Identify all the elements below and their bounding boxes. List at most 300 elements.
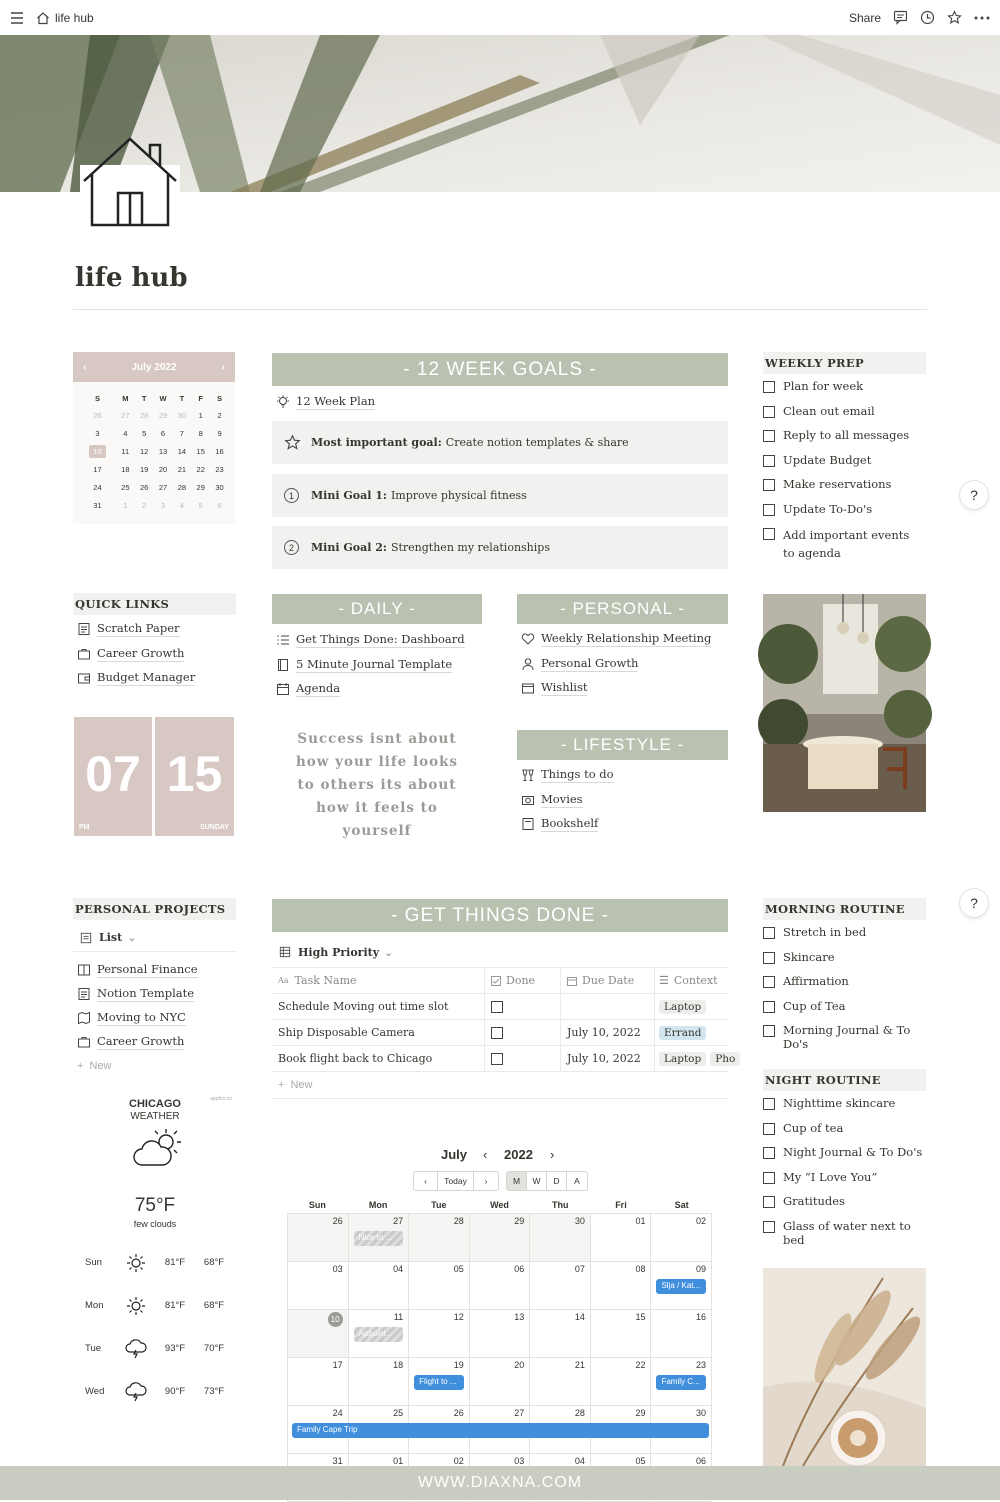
mini-calendar-day[interactable]: 14 bbox=[177, 446, 187, 456]
briefcase-icon bbox=[77, 1035, 91, 1049]
calendar-day-cell[interactable] bbox=[349, 1214, 410, 1261]
mini-calendar-day[interactable]: 30 bbox=[215, 482, 224, 492]
done-checkbox[interactable] bbox=[491, 1001, 503, 1013]
calendar-day-number: 27 bbox=[514, 1408, 525, 1418]
mini-calendar-day[interactable]: 6 bbox=[160, 428, 166, 438]
calendar-day-number: 23 bbox=[696, 1360, 707, 1370]
table-row[interactable] bbox=[272, 1046, 736, 1072]
due-date-cell[interactable]: July 10, 2022 bbox=[561, 1046, 655, 1071]
task-name-cell[interactable]: Book flight back to Chicago bbox=[272, 1046, 485, 1071]
more-options-icon[interactable] bbox=[974, 16, 990, 20]
calendar-day-number: 27 bbox=[393, 1216, 404, 1226]
checkbox[interactable] bbox=[763, 1025, 775, 1037]
done-checkbox[interactable] bbox=[491, 1027, 503, 1039]
mini-calendar-day[interactable]: 28 bbox=[177, 482, 187, 492]
calendar-day-number: 19 bbox=[453, 1360, 464, 1370]
date-prop-icon bbox=[567, 976, 577, 986]
weekday-label: Fri bbox=[615, 1200, 627, 1210]
column-header[interactable] bbox=[485, 968, 561, 993]
context-tag: Laptop bbox=[659, 1052, 706, 1066]
calendar-week-row bbox=[287, 1406, 712, 1454]
column-header[interactable] bbox=[561, 968, 655, 993]
due-date-cell[interactable]: July 10, 2022 bbox=[561, 1020, 655, 1045]
journal-icon bbox=[276, 658, 290, 672]
new-project-button[interactable] bbox=[77, 1054, 236, 1078]
checkbox[interactable] bbox=[763, 1123, 775, 1135]
help-button[interactable]: ? bbox=[960, 481, 988, 509]
quote-text: Success isnt about how your life looks to others its about how it feels to yourself bbox=[295, 731, 459, 839]
help-button[interactable]: ? bbox=[960, 889, 988, 917]
todo-label: Affirmation bbox=[783, 974, 849, 988]
mini-calendar-day[interactable]: 29 bbox=[158, 410, 168, 420]
mini-calendar-day[interactable]: 25 bbox=[121, 482, 130, 492]
calendar-day-cell[interactable] bbox=[470, 1262, 531, 1309]
next-month-icon[interactable]: › bbox=[221, 361, 225, 373]
mini-calendar-day[interactable]: 26 bbox=[140, 482, 149, 492]
weekly-prep-section bbox=[763, 352, 926, 562]
calendar-day-number: 26 bbox=[453, 1408, 464, 1418]
heart-icon bbox=[521, 632, 535, 646]
project-item[interactable] bbox=[77, 1030, 236, 1054]
mini-calendar-day[interactable]: 7 bbox=[179, 428, 184, 438]
cloud-sun-icon bbox=[132, 1127, 186, 1174]
mini-calendar-day[interactable]: 16 bbox=[215, 446, 224, 456]
todo-item[interactable] bbox=[763, 477, 926, 502]
calendar-day-cell[interactable] bbox=[651, 1358, 712, 1405]
calendar-day-cell[interactable] bbox=[409, 1262, 470, 1309]
calendar-day-number: 22 bbox=[635, 1360, 646, 1370]
sun-icon bbox=[118, 1253, 154, 1273]
number-two-icon: 2 bbox=[284, 540, 299, 555]
table-row[interactable] bbox=[272, 994, 728, 1020]
personal-link-relationship[interactable] bbox=[521, 627, 711, 652]
link-label: Budget Manager bbox=[97, 670, 196, 685]
breadcrumb-title[interactable]: life hub bbox=[55, 10, 94, 25]
calendar-day-cell[interactable] bbox=[530, 1262, 591, 1309]
weekday-label: T bbox=[179, 393, 185, 403]
morning-routine-section bbox=[763, 898, 926, 1051]
todo-label: Make reservations bbox=[783, 477, 892, 491]
mini-calendar-day[interactable]: 1 bbox=[198, 410, 203, 420]
twelve-week-plan-label: 12 Week Plan bbox=[296, 394, 376, 409]
todo-label: Gratitudes bbox=[783, 1194, 845, 1208]
mini-calendar-day[interactable]: 10 bbox=[79, 442, 116, 460]
mini-calendar-grid bbox=[79, 390, 229, 514]
page-title: life hub bbox=[75, 263, 188, 293]
todo-item[interactable] bbox=[763, 379, 926, 404]
gtd-view-switcher[interactable] bbox=[278, 940, 393, 965]
forecast-high: 81°F bbox=[164, 1257, 186, 1268]
calendar-day-cell[interactable] bbox=[409, 1214, 470, 1261]
view-switcher[interactable] bbox=[73, 924, 236, 952]
mini-calendar-day[interactable]: 19 bbox=[140, 464, 149, 474]
checkbox[interactable] bbox=[763, 1172, 775, 1184]
quick-link-budget-manager[interactable] bbox=[77, 666, 236, 691]
calendar-prev-icon[interactable]: ‹ bbox=[483, 1147, 488, 1162]
calendar-day-cell[interactable] bbox=[409, 1310, 470, 1357]
comment-icon[interactable] bbox=[893, 10, 908, 25]
forecast-day: Tue bbox=[85, 1343, 102, 1354]
calendar-event[interactable]: Nice to ... bbox=[354, 1231, 404, 1246]
chevron-down-icon: ⌄ bbox=[384, 945, 394, 959]
storm-icon bbox=[118, 1339, 154, 1359]
book-icon bbox=[521, 817, 535, 831]
mini-calendar-day[interactable]: 28 bbox=[140, 410, 149, 420]
quick-link-scratch-paper[interactable] bbox=[77, 617, 236, 642]
calendar-day-cell[interactable] bbox=[287, 1214, 349, 1261]
lifestyle-link-bookshelf[interactable] bbox=[521, 812, 614, 837]
view-month-button[interactable]: M bbox=[507, 1172, 527, 1190]
weekday-label: Thu bbox=[551, 1200, 569, 1210]
table-row[interactable] bbox=[272, 1020, 728, 1046]
project-label: Notion Template bbox=[97, 986, 195, 1000]
calendar-day-cell[interactable] bbox=[470, 1310, 531, 1357]
todo-item[interactable] bbox=[763, 999, 926, 1024]
forecast-day: Wed bbox=[85, 1386, 105, 1397]
checkbox[interactable] bbox=[763, 1001, 775, 1013]
calendar-event[interactable]: Appoint... bbox=[354, 1327, 404, 1342]
calendar-back-button[interactable]: ‹ bbox=[414, 1172, 438, 1190]
plus-icon: + bbox=[77, 1060, 84, 1072]
mini-calendar-day[interactable]: 23 bbox=[215, 464, 224, 474]
night-routine-section bbox=[763, 1069, 926, 1247]
checkbox[interactable] bbox=[763, 381, 775, 393]
view-agenda-button[interactable]: A bbox=[574, 1176, 580, 1186]
todo-label: Update To-Do's bbox=[783, 501, 873, 516]
context-cell[interactable] bbox=[655, 1046, 736, 1071]
weather-desc: few clouds bbox=[133, 1219, 177, 1229]
multiselect-prop-icon: ☰ bbox=[659, 974, 669, 987]
forecast-high: 93°F bbox=[164, 1343, 186, 1354]
forecast-low: 68°F bbox=[203, 1257, 225, 1268]
number-one-icon: 1 bbox=[284, 488, 299, 503]
calendar-day-cell[interactable] bbox=[591, 1310, 652, 1357]
todo-label: Add important events to agenda bbox=[783, 528, 910, 560]
checkbox[interactable] bbox=[763, 1147, 775, 1159]
forecast-row bbox=[80, 1241, 235, 1284]
mini-calendar-day[interactable]: 1 bbox=[123, 500, 128, 510]
mini-calendar-day[interactable]: 13 bbox=[158, 446, 168, 456]
calendar-day-cell[interactable] bbox=[287, 1358, 349, 1405]
link-label: Weekly Relationship Meeting bbox=[541, 631, 712, 646]
text-prop-icon: Aa bbox=[278, 976, 289, 985]
checkbox[interactable] bbox=[763, 528, 775, 540]
checkbox[interactable] bbox=[763, 430, 775, 442]
weekday-label: T bbox=[141, 393, 147, 403]
document-icon bbox=[77, 987, 91, 1001]
calendar-day-cell[interactable] bbox=[651, 1262, 712, 1309]
prev-month-icon[interactable]: ‹ bbox=[83, 361, 87, 373]
calendar-event[interactable]: Slja / Kat... bbox=[656, 1279, 706, 1294]
forecast-low: 70°F bbox=[203, 1343, 225, 1354]
list-view-icon bbox=[79, 931, 93, 945]
todo-item[interactable] bbox=[763, 1145, 926, 1170]
mini-calendar-day[interactable]: 31 bbox=[93, 500, 102, 510]
todo-item[interactable] bbox=[763, 1194, 926, 1219]
context-cell[interactable] bbox=[655, 1020, 728, 1045]
calendar-day-cell[interactable] bbox=[349, 1358, 410, 1405]
todo-item[interactable] bbox=[763, 1218, 926, 1247]
mini-calendar bbox=[73, 352, 235, 524]
new-label: New bbox=[290, 1079, 313, 1091]
checkbox[interactable] bbox=[763, 504, 775, 516]
share-button[interactable]: Share bbox=[848, 10, 881, 25]
calendar-forward-button[interactable]: › bbox=[484, 1176, 488, 1186]
calendar-day-cell[interactable] bbox=[470, 1358, 531, 1405]
column-header[interactable] bbox=[655, 968, 728, 993]
cafe-photo bbox=[763, 594, 926, 812]
mini-calendar-day[interactable]: 3 bbox=[95, 428, 100, 438]
calendar-day-number: 30 bbox=[696, 1408, 707, 1418]
calendar-day-cell[interactable] bbox=[591, 1262, 652, 1309]
mini-calendar-day[interactable]: 21 bbox=[177, 464, 187, 474]
calendar-day-number: 05 bbox=[453, 1264, 464, 1274]
mini-goal-2-label: Mini Goal 2: bbox=[311, 541, 387, 554]
list-icon bbox=[276, 633, 290, 647]
calendar-day-cell[interactable] bbox=[530, 1310, 591, 1357]
checkbox-prop-icon bbox=[491, 976, 501, 986]
checkbox[interactable] bbox=[763, 976, 775, 988]
view-label: High Priority bbox=[298, 945, 380, 959]
calendar-event[interactable]: Family C... bbox=[656, 1375, 706, 1390]
todo-item[interactable] bbox=[763, 428, 926, 453]
mini-calendar-day[interactable]: 4 bbox=[123, 428, 128, 438]
project-item[interactable] bbox=[77, 982, 236, 1006]
calendar-day-number: 10 bbox=[328, 1312, 343, 1327]
task-name-cell[interactable]: Schedule Moving out time slot bbox=[272, 994, 485, 1019]
mini-goal-1-callout bbox=[272, 474, 728, 517]
calendar-day-cell[interactable] bbox=[409, 1358, 470, 1405]
calendar-day-cell[interactable] bbox=[470, 1214, 531, 1261]
mini-calendar-day[interactable]: 12 bbox=[140, 446, 149, 456]
checkbox[interactable] bbox=[763, 1221, 775, 1233]
project-item[interactable] bbox=[77, 958, 236, 982]
personal-link-wishlist[interactable] bbox=[521, 676, 711, 701]
todo-label: Skincare bbox=[783, 949, 835, 964]
calendar-day-number: 03 bbox=[332, 1264, 343, 1274]
calendar-day-number: 09 bbox=[696, 1264, 707, 1274]
daily-banner: - DAILY - bbox=[272, 594, 482, 624]
clock-hour: 07 bbox=[85, 746, 141, 802]
daily-links bbox=[276, 628, 465, 702]
mini-calendar-day[interactable]: 8 bbox=[198, 428, 203, 438]
calendar-day-number: 03 bbox=[514, 1456, 525, 1466]
view-week-button[interactable]: W bbox=[527, 1172, 547, 1190]
calendar-day-cell[interactable] bbox=[530, 1358, 591, 1405]
todo-item[interactable] bbox=[763, 1121, 926, 1146]
calendar-day-cell[interactable] bbox=[651, 1214, 712, 1261]
todo-item[interactable] bbox=[763, 925, 926, 950]
calendar-day-cell[interactable] bbox=[349, 1262, 410, 1309]
checkbox[interactable] bbox=[763, 1196, 775, 1208]
todo-item[interactable] bbox=[763, 1096, 926, 1121]
mini-calendar-day[interactable]: 2 bbox=[217, 410, 222, 420]
mini-calendar-day[interactable]: 4 bbox=[179, 500, 184, 510]
mini-calendar-day[interactable]: 30 bbox=[177, 410, 187, 420]
mini-calendar-day[interactable]: 27 bbox=[121, 410, 130, 420]
night-routine-heading: NIGHT ROUTINE bbox=[763, 1069, 926, 1091]
checkbox[interactable] bbox=[763, 479, 775, 491]
calendar-day-number: 29 bbox=[635, 1408, 646, 1418]
link-label: 5 Minute Journal Template bbox=[296, 656, 453, 671]
calendar-day-number: 07 bbox=[574, 1264, 585, 1274]
personal-banner: - PERSONAL - bbox=[517, 594, 728, 624]
daily-link-agenda[interactable] bbox=[276, 677, 465, 702]
twelve-week-goals-banner: - 12 WEEK GOALS - bbox=[272, 353, 728, 386]
forecast-row bbox=[80, 1284, 235, 1327]
todo-item[interactable] bbox=[763, 526, 913, 562]
project-item[interactable] bbox=[77, 1006, 236, 1030]
quick-links-heading: QUICK LINKS bbox=[73, 593, 236, 615]
mini-calendar-day[interactable]: 3 bbox=[160, 500, 166, 510]
todo-label: Clean out email bbox=[783, 403, 875, 418]
main-goal-label: Most important goal: bbox=[311, 436, 442, 449]
todo-label: Morning Journal & To Do's bbox=[783, 1023, 911, 1051]
daily-link-dashboard[interactable] bbox=[276, 628, 465, 653]
weekday-label: Wed bbox=[490, 1200, 509, 1210]
weather-temp: 75°F bbox=[134, 1195, 176, 1216]
calendar-today-button[interactable]: Today bbox=[438, 1172, 474, 1190]
home-icon bbox=[36, 11, 50, 25]
mini-calendar-day[interactable]: 22 bbox=[196, 464, 205, 474]
calendar-day-cell[interactable] bbox=[591, 1214, 652, 1261]
favorite-star-icon[interactable] bbox=[947, 10, 962, 25]
weather-label: WEATHER bbox=[130, 1111, 180, 1122]
calendar-day-number: 18 bbox=[393, 1360, 404, 1370]
calendar-day-number: 20 bbox=[514, 1360, 525, 1370]
calendar-day-number: 31 bbox=[332, 1456, 343, 1466]
mini-calendar-day[interactable]: 11 bbox=[121, 446, 130, 456]
mini-calendar-day[interactable]: 6 bbox=[217, 500, 222, 510]
calendar-day-number: 28 bbox=[574, 1408, 585, 1418]
forecast-low: 68°F bbox=[203, 1300, 225, 1311]
todo-item[interactable] bbox=[763, 1170, 926, 1195]
todo-label: Cup of Tea bbox=[783, 998, 846, 1013]
project-label: Moving to NYC bbox=[97, 1010, 186, 1024]
calendar-day-number: 15 bbox=[635, 1312, 646, 1322]
link-label: Personal Growth bbox=[541, 655, 639, 670]
calendar-day-number: 17 bbox=[332, 1360, 343, 1370]
quick-link-career-growth[interactable] bbox=[77, 642, 236, 667]
link-label: Wishlist bbox=[541, 680, 588, 695]
weekday-label: Tue bbox=[431, 1200, 447, 1210]
get-things-done-banner: - GET THINGS DONE - bbox=[272, 899, 728, 932]
todo-item[interactable] bbox=[763, 950, 926, 975]
mini-calendar-day[interactable]: 20 bbox=[158, 464, 168, 474]
mini-calendar-day[interactable]: 27 bbox=[158, 482, 168, 492]
checkbox[interactable] bbox=[763, 455, 775, 467]
forecast-low: 73°F bbox=[203, 1386, 225, 1397]
todo-item[interactable] bbox=[763, 502, 926, 527]
checkbox[interactable] bbox=[763, 952, 775, 964]
calendar-event[interactable]: Flight to ... bbox=[414, 1375, 464, 1390]
todo-label: Reply to all messages bbox=[783, 428, 910, 442]
done-checkbox[interactable] bbox=[491, 1053, 503, 1065]
todo-item[interactable] bbox=[763, 974, 926, 999]
personal-projects-section bbox=[73, 898, 236, 1078]
calendar-day-cell[interactable] bbox=[530, 1214, 591, 1261]
top-bar bbox=[0, 0, 1000, 35]
task-name-cell[interactable]: Ship Disposable Camera bbox=[272, 1020, 485, 1045]
checkbox[interactable] bbox=[763, 927, 775, 939]
calendar-day-cell[interactable] bbox=[349, 1310, 410, 1357]
mini-calendar-day[interactable]: 5 bbox=[198, 500, 203, 510]
view-label: List bbox=[99, 931, 123, 944]
todo-item[interactable] bbox=[763, 404, 926, 429]
context-cell[interactable] bbox=[655, 994, 728, 1019]
lifestyle-link-things[interactable] bbox=[521, 763, 614, 788]
divider bbox=[73, 309, 927, 310]
calendar-day-number: 14 bbox=[574, 1312, 585, 1322]
mini-calendar-day[interactable]: 24 bbox=[93, 482, 102, 492]
calendar-day-number: 02 bbox=[696, 1216, 707, 1226]
mini-goal-2-text: Strengthen my relationships bbox=[390, 541, 550, 554]
pampas-photo bbox=[763, 1268, 926, 1466]
calendar-next-icon[interactable]: › bbox=[550, 1147, 555, 1162]
house-icon[interactable] bbox=[80, 135, 180, 234]
quick-links-section bbox=[73, 593, 236, 691]
mini-calendar-day[interactable]: 15 bbox=[196, 446, 205, 456]
checkbox[interactable] bbox=[763, 406, 775, 418]
footer-watermark: WWW.DIAXNA.COM bbox=[0, 1466, 1000, 1500]
mini-calendar-day[interactable]: 9 bbox=[217, 428, 222, 438]
lightbulb-icon bbox=[276, 395, 290, 409]
todo-item[interactable] bbox=[763, 1023, 926, 1051]
twelve-week-plan-link[interactable] bbox=[276, 390, 375, 415]
new-label: New bbox=[89, 1060, 112, 1072]
menu-icon[interactable] bbox=[10, 12, 24, 24]
calendar-day-cell[interactable] bbox=[651, 1310, 712, 1357]
calendar-event-multiday[interactable]: Family Cape Trip bbox=[292, 1423, 709, 1438]
daily-link-journal[interactable] bbox=[276, 653, 465, 678]
storm-icon bbox=[118, 1382, 154, 1402]
history-icon[interactable] bbox=[920, 10, 935, 25]
personal-link-growth[interactable] bbox=[521, 652, 711, 677]
due-date-cell[interactable] bbox=[561, 994, 655, 1019]
checkbox[interactable] bbox=[763, 1098, 775, 1110]
column-header[interactable] bbox=[272, 968, 485, 993]
calendar-day-number: 29 bbox=[514, 1216, 525, 1226]
context-tag: Laptop bbox=[659, 1000, 706, 1014]
column-label: Task Name bbox=[294, 974, 357, 987]
todo-item[interactable] bbox=[763, 453, 926, 478]
mini-calendar-day[interactable]: 2 bbox=[142, 500, 147, 510]
mini-calendar-day[interactable]: 18 bbox=[121, 464, 130, 474]
todo-label: My “I Love You” bbox=[783, 1169, 878, 1184]
new-task-button[interactable] bbox=[272, 1072, 728, 1098]
mini-goal-1-label: Mini Goal 1: bbox=[311, 489, 387, 502]
mini-calendar-day[interactable]: 29 bbox=[196, 482, 205, 492]
link-label: Things to do bbox=[541, 767, 614, 782]
lifestyle-link-movies[interactable] bbox=[521, 788, 614, 813]
view-day-button[interactable]: D bbox=[547, 1172, 567, 1190]
context-tag: Pho bbox=[710, 1052, 740, 1066]
table-icon bbox=[278, 945, 292, 959]
mini-calendar-day[interactable]: 26 bbox=[93, 410, 102, 420]
calendar-day-cell[interactable] bbox=[287, 1262, 349, 1309]
context-tag: Errand bbox=[659, 1026, 706, 1040]
project-label: Personal Finance bbox=[97, 962, 198, 976]
calendar-day-cell[interactable] bbox=[591, 1358, 652, 1405]
forecast-row bbox=[80, 1370, 235, 1413]
calendar-day-cell[interactable] bbox=[287, 1310, 349, 1357]
mini-calendar-day[interactable]: 17 bbox=[93, 464, 102, 474]
mini-calendar-day[interactable]: 5 bbox=[142, 428, 147, 438]
calendar-week-row bbox=[287, 1310, 712, 1358]
table-header-row bbox=[272, 968, 728, 994]
calendar-month: July bbox=[441, 1147, 468, 1162]
calendar-day-number: 25 bbox=[393, 1408, 404, 1418]
